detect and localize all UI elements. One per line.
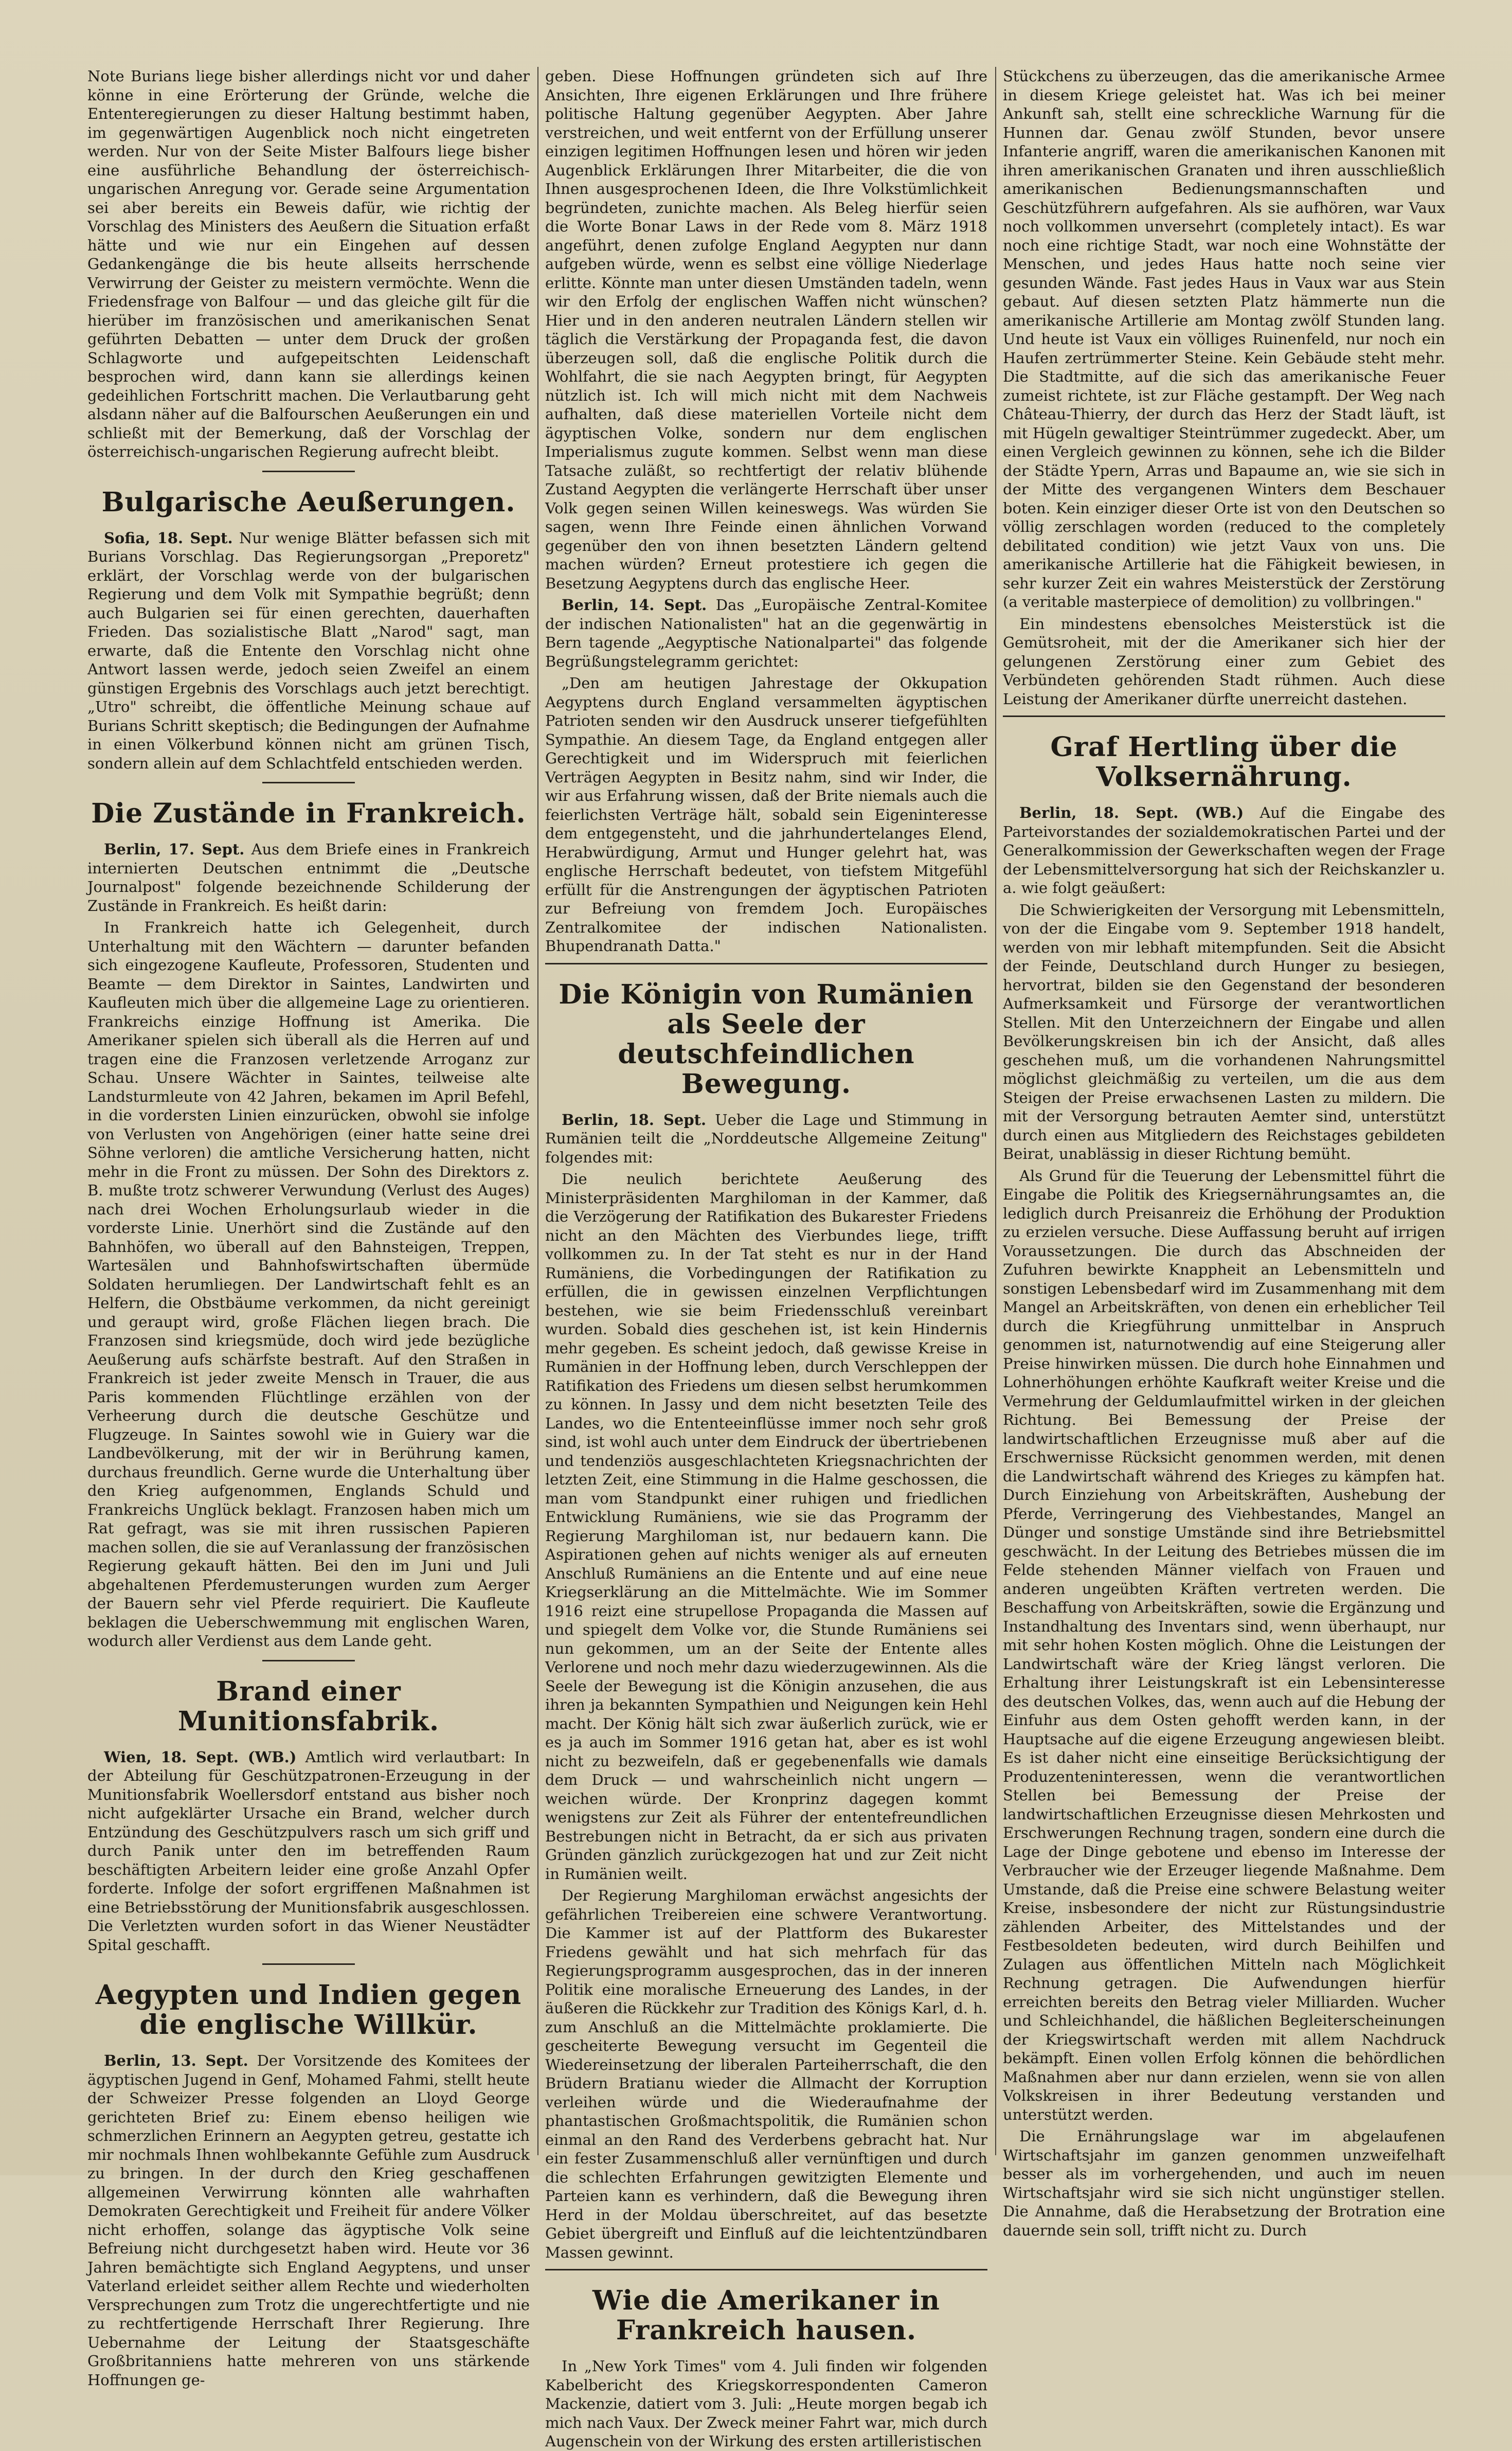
headline-france: Die Zustände in Frankreich. bbox=[91, 798, 526, 829]
article-separator bbox=[262, 782, 355, 783]
headline-hertling: Graf Hertling über die Volksernährung. bbox=[1050, 731, 1398, 793]
article-separator bbox=[262, 1660, 355, 1661]
article-text: Ueber die Lage und Stimmung in Rumänien teilt die „Norddeutsche Allgemeine Zeitung" folgendes mit: bbox=[545, 1111, 987, 1166]
article-paragraph: „Den am heutigen Jahrestage der Okkupation Aegyptens durch England versammelten ägyptischen Patrioten senden wir den Ausdruck unserer tiefgefühlten Sympathie. An diesem Tage, da England entgegen aller Gerechtigkeit und im Widerspruch mit feierlichen Verträgen Aegypten in Besitz nahm, sind wir Inder, die wir aus Erfahrung wissen, daß der Brite niemals auch die feierlichsten Verträge hält, sobald sein Eigeninteresse dem entgegensteht, und die jahrhundertelanges Elend, Herabwürdigung, Armut und Hunger gelehrt hat, was englische Herrschaft bedeutet, von tiefstem Mitgefühl erfüllt für die Anstrengungen der ägyptischen Patrioten zur Befreiung von fremdem Joch. Europäisches Zentralkomitee der indischen Nationalisten. Bhupendranath Datta." bbox=[545, 674, 987, 955]
article-paragraph bbox=[1003, 803, 1445, 898]
column-2 bbox=[545, 67, 987, 2450]
article-paragraph: In „New York Times" vom 4. Juli finden wir folgenden Kabelbericht des Kriegskorrespondenten Cameron Mackenzie, datiert vom 3. Juli: „Heute morgen begab ich mich nach Vaux. Der Zweck meiner Fahrt war, mich durch Augenschein von der Wirkung des ersten artilleristischen bbox=[545, 2357, 987, 2450]
dateline: Berlin, 14. Sept. bbox=[562, 596, 707, 614]
headline-americans: Wie die Amerikaner in Frankreich hausen. bbox=[592, 2285, 940, 2346]
article-separator bbox=[545, 2269, 987, 2270]
article-separator bbox=[262, 1963, 355, 1965]
article-paragraph bbox=[545, 1111, 987, 1167]
dateline: Berlin, 18. Sept. (WB.) bbox=[1019, 804, 1244, 821]
article-paragraph: Der Regierung Marghiloman erwächst angesichts der gefährlichen Treibereien eine schwere Verantwortung. Die Kammer ist auf der Plattform des Bukarester Friedens gewählt und hat sich mehrfach für das Regierungsprogramm ausgesprochen, das in der inneren Politik eine moralische Erneuerung des Landes, in der äußeren die Rückkehr zur Tradition des Königs Karl, d. h. zum Anschluß an die Mittelmächte proklamierte. Die gescheiterte Bewegung versucht im Gegenteil die Wiedereinsetzung der liberalen Parteiherrschaft, die den Brüdern Bratianu wieder die Allmacht der Korruption verleihen würde und die Wiederaufnahme der phantastischen Großmachtspolitik, die Rumänien schon einmal an den Rand des Verderbens gebracht hat. Nur ein fester Zusammenschluß aller vernünftigen und durch die schlechten Erfahrungen gewitzigten Elemente und Parteien kann es verhindern, daß die Bewegung ihren Herd in der Moldau überschreitet, auf das besetzte Gebiet übergreift und Einfluß auf die leichtentzündbaren Massen gewinnt. bbox=[545, 1887, 987, 2261]
article-paragraph: Die neulich berichtete Aeußerung des Ministerpräsidenten Marghiloman in der Kammer, daß die Verzögerung der Ratifikation des Bukarester Friedens nicht an den Mächten des Vierbundes liege, trifft vollkommen zu. In der Tat steht es nur in der Hand Rumäniens, die Vorbedingungen der Ratifikation zu erfüllen, die in gewissen einzelnen Verpflichtungen bestehen, wie sie beim Friedensschluß vereinbart wurden. Sobald dies geschehen ist, ist kein Hindernis mehr gegeben. Es scheint jedoch, daß gewisse Kreise in Rumänien in der Hoffnung leben, durch Verschleppen der Ratifikation des Friedens um diesen selbst herumkommen zu können. In Jassy und dem nicht besetzten Teile des Landes, wo die Ententeeinflüsse immer noch sehr groß sind, ist wohl auch unter dem Eindruck der übertriebenen und tendenziös ausgeschlachteten Kriegsnachrichten der letzten Zeit, eine Stimmung in die Halme geschossen, die man vom Standpunkt einer ruhigen und friedlichen Entwicklung Rumäniens, wie sie das Programm der Regierung Marghiloman ist, nur bedauern kann. Die Aspirationen gehen auf nichts weniger als auf erneuten Anschluß Rumäniens an die Entente und auf eine neue Kriegserklärung an die Mittelmächte. Wie im Sommer 1916 reizt eine strupellose Propaganda die Massen auf und spiegelt dem Volke vor, die Stunde Rumäniens sei nun gekommen, um an der Seite der Entente alles Verlorene und noch mehr dazu wiederzugewinnen. Als die Seele der Bewegung ist die Königin anzusehen, die aus ihren ja bekannten Sympathien und Neigungen kein Hehl macht. Der König hält sich zwar äußerlich zurück, wie er es ja auch im Sommer 1916 getan hat, aber es ist wohl nicht zu bezweifeln, daß er gegebenenfalls wie damals dem Druck — und wahrscheinlich nicht ungern — weichen würde. Der Kronprinz dagegen kommt wenigstens zur Zeit als Führer der ententefreundlichen Bestrebungen nicht in Betracht, da er sich aus privaten Gründen gänzlich zurückgezogen hat und zur Zeit nicht in Rumänien weilt. bbox=[545, 1170, 987, 1883]
article-paragraph bbox=[87, 840, 530, 915]
headline-bulgarian: Bulgarische Aeußerungen. bbox=[101, 486, 516, 518]
column-1 bbox=[87, 67, 530, 2389]
article-text: Aus dem Briefe eines in Frankreich internierten Deutschen entnimmt die „Deutsche Journalpost" folgende bezeichnende Schilderung der Zustände in Frankreich. Es heißt darin: bbox=[87, 840, 530, 915]
dateline: Berlin, 13. Sept. bbox=[104, 2052, 248, 2069]
article-paragraph: Als Grund für die Teuerung der Lebensmittel führt die Eingabe die Politik des Kriegsernährungsamtes an, die lediglich durch Preisanreiz die Erhöhung der Produktion zu erzielen versuche. Diese Auffassung beruht auf irrigen Voraussetzungen. Die durch das Abschneiden der Zufuhren bewirkte Knappheit an Lebensmitteln und sonstigen Lebensbedarf wird im Zusammenhang mit dem Mangel an Arbeitskräften, von denen ein erheblicher Teil durch die Kriegführung unmittelbar in Anspruch genommen ist, naturnotwendig auf eine Steigerung aller Preise hinwirken müssen. Die durch hohe Einnahmen und Lohnerhöhungen erhöhte Kaufkraft weiter Kreise und die Vermehrung der Geldumlaufmittel wirken in der gleichen Richtung. Bei Bemessung der Preise der landwirtschaftlichen Erzeugnisse muß aber auf die Erschwernisse Rücksicht genommen werden, mit denen die Landwirtschaft während des Krieges zu kämpfen hat. Durch Einziehung von Arbeitskräften, Aushebung der Pferde, Verringerung des Viehbestandes, Mangel an Dünger und sonstige Umstände sind ihre Betriebsmittel geschwächt. In der Leitung des Betriebes müssen die im Felde stehenden Männer vielfach von Frauen und anderen ungeübten Kräften vertreten werden. Die Beschaffung von Arbeitskräften, sowie die Ergänzung und Instandhaltung des Inventars sind, wenn überhaupt, nur mit sehr hohen Kosten möglich. Ohne die Leistungen der Landwirtschaft wäre der Krieg längst verloren. Die Erhaltung ihrer Leistungskraft ist ein Lebensinteresse des deutschen Volkes, das, wenn auch auf die Hebung der Einfuhr aus dem Osten gehofft werden kann, in der Hauptsache auf die eigene Erzeugung angewiesen bleibt. Es ist daher nicht eine einseitige Berücksichtigung der Produzenteninteressen, wenn die verantwortlichen Stellen bei Bemessung der Preise der landwirtschaftlichen Erzeugnisse diesen Mehrkosten und Erschwerungen Rechnung tragen, sondern eine durch die Lage der Dinge gebotene und ebenso im Interesse der Verbraucher wie der Erzeuger liegende Maßnahme. Dem Umstande, daß die Preise eine schwere Belastung weiter Kreise, insbesondere der nicht zur Rüstungsindustrie zählenden Arbeiter, des Mittelstandes und der Festbesoldeten bedeuten, wird durch Beihilfen und Zulagen aus öffentlichen Mitteln nach Möglichkeit Rechnung getragen. Die Aufwendungen hierfür erreichten bereits den Betrag vieler Milliarden. Wucher und Schleichhandel, die häßlichen Begleiterscheinungen der Kriegswirtschaft werden mit allem Nachdruck bekämpft. Einen vollen Erfolg können die behördlichen Maßnahmen aber nur dann erzielen, wenn sie von allen Volkskreisen in ihrer Bedeutung verstanden und unterstützt werden. bbox=[1003, 1167, 1445, 2123]
article-continuation: Note Burians liege bisher allerdings nicht vor und daher könne in eine Erörterung der Gründe, welche die Ententeregierungen zu dieser Haltung bestimmt haben, im gegenwärtigen Augenblick noch nicht eingetreten werden. Nur von der Seite Mister Balfours liege bisher eine ausführliche Behandlung der österreichisch-ungarischen Anregung vor. Gerade seine Argumentation sei aber bereits ein Beweis dafür, wie richtig der Vorschlag des Ministers des Aeußern die Situation erfaßt hätte und wie nur ein Eingehen auf dessen Gedankengänge die bis heute allseits herrschende Verwirrung der Geister zu meistern vermöchte. Wenn die Friedensfrage von Balfour — und das gleiche gilt für die hierüber im französischen und amerikanischen Senat geführten Debatten — unter dem Druck der großen Schlagworte und aufgepeitschten Leidenschaft besprochen wird, dann kann sie allerdings keinen gedeihlichen Fortschritt machen. Die Verlautbarung geht alsdann näher auf die Balfourschen Aeußerungen ein und schließt mit der Bemerkung, daß der Vorschlag der österreichisch-ungarischen Regierung aufrecht bleibt. bbox=[87, 67, 530, 460]
column-rule bbox=[537, 67, 538, 2155]
headline-egypt-india: Aegypten und Indien gegen die englische Willkür. bbox=[95, 1979, 522, 2041]
article-separator bbox=[545, 963, 987, 964]
dateline: Wien, 18. Sept. (WB.) bbox=[104, 1748, 297, 1766]
headline-munitions: Brand einer Munitionsfabrik. bbox=[177, 1675, 440, 1737]
article-text: Nur wenige Blätter befassen sich mit Burians Vorschlag. Das Regierungsorgan „Preporetz" erklärt, der Vorschlag werde von der bulgarischen Regierung und dem Volk mit Sympathie begrüßt; denn auch Bulgarien sei für einen gerechten, dauerhaften Frieden. Das sozialistische Blatt „Narod" sagt, man erwarte, daß die Entente den Vorschlag nicht ohne Antwort lassen werde, jedoch seien Zweifel an einem günstigen Ergebnis des Vorschlags auch jetzt berechtigt. „Utro" schreibt, die öffentliche Meinung schaue auf Burians Schritt skeptisch; die Bedingungen der Aufnahme in einen Völkerbund können nicht am grünen Tisch, sondern allein auf dem Schlachtfeld entschieden werden. bbox=[87, 529, 530, 772]
article-paragraph bbox=[87, 2051, 530, 2389]
article-text: Der Vorsitzende des Komitees der ägyptischen Jugend in Genf, Mohamed Fahmi, stellt heute der Schweizer Presse folgenden an Lloyd George gerichteten Brief zu: Einem ebenso heiligen wie schmerzlichen Erinnern an Aegypten getreu, gestatte ich mir nochmals Ihnen wohlbekannte Gefühle zum Ausdruck zu bringen. In der durch den Krieg geschaffenen allgemeinen Verwirrung könnten alle wahrhaften Demokraten Gerechtigkeit und Freiheit für andere Völker nicht erhoffen, solange das ägyptische Volk seine Befreiung nicht durchgesetzt haben wird. Heute vor 36 Jahren bemächtigte sich England Aegyptens, und unser Vaterland erleidet seither allem Rechte und wiederholten Versprechungen zum Trotz die ungerechtfertigte und nie zu rechtfertigende Herrschaft Ihrer Regierung. Ihre Uebernahme der Leitung der Staatsgeschäfte Großbritanniens hatte mehreren von uns stärkende Hoffnungen ge- bbox=[87, 2052, 530, 2389]
article-paragraph: Die Ernährungslage war im abgelaufenen Wirtschaftsjahr im ganzen genommen unzweifelhaft besser als im vorhergehenden, und auch im neuen Wirtschaftsjahr wird sie sich nicht ungünstiger stellen. Die Annahme, daß die Herabsetzung der Brotration eine dauernde sein soll, trifft nicht zu. Durch bbox=[1003, 2127, 1445, 2239]
article-paragraph: In Frankreich hatte ich Gelegenheit, durch Unterhaltung mit den Wächtern — darunter befanden sich eingezogene Kaufleute, Professoren, Studenten und Beamte — dem Direktor in Saintes, Landwirten und Kaufleuten mich über die allgemeine Lage zu orientieren. Frankreichs einzige Hoffnung ist Amerika. Die Amerikaner spielen sich überall als die Herren auf und tragen eine die Franzosen verletzende Arroganz zur Schau. Unsere Wächter in Saintes, teilweise alte Landsturmleute von 42 Jahren, bekamen im April Befehl, in die vordersten Linien einzurücken, obwohl sie infolge von Verlusten von Angehörigen (einer hatte seine drei Söhne verloren) die amtliche Versicherung hatten, nicht mehr in die Front zu müssen. Der Sohn des Direktors z. B. mußte trotz schwerer Verwundung (Verlust des Auges) nach drei Wochen Erholungsurlaub wieder in die vorderste Linie. Unerhört sind die Zustände auf den Bahnhöfen, wo überall auf den Bahnsteigen, Treppen, Wartesälen und Bahnhofswirtschaften übermüde Soldaten herumliegen. Der Landwirtschaft fehlt es an Helfern, die Obstbäume verkommen, da nicht gereinigt und geraupt wird, große Flächen liegen brach. Die Franzosen sind kriegsmüde, doch wird jede bezügliche Aeußerung aufs schärfste bestraft. Auf den Straßen in Frankreich ist jeder zweite Mensch in Trauer, die aus Paris kommenden Flüchtlinge erzählen von der Verheerung durch die deutsche Geschütze und Flugzeuge. In Saintes sowohl wie in Guiery war die Landbevölkerung, mit der wir in Berührung kamen, durchaus freundlich. Gerne wurde die Unterhaltung über den Krieg aufgenommen, Englands Schuld und Frankreichs Unglück beklagt. Franzosen haben mich um Rat gefragt, was sie mit ihren russischen Papieren machen sollen, die sie auf Veranlassung der französischen Regierung gekauft hätten. Bei den im Juni und Juli abgehaltenen Pferdemusterungen wurden zum Aerger der Bauern sehr viel Pferde requiriert. Die Kaufleute beklagen die Ueberschwemmung mit englischen Waren, wodurch aller Verdienst aus dem Lande geht. bbox=[87, 919, 530, 1650]
dateline: Sofia, 18. Sept. bbox=[104, 529, 233, 547]
article-continuation: Stückchens zu überzeugen, das die amerikanische Armee in diesem Kriege geleistet hat. Was ich bei meiner Ankunft sah, stellt eine schreckliche Warnung für die Hunnen dar. Genau zwölf Stunden, bevor unsere Infanterie angriff, waren die amerikanischen Kanonen mit ihren amerikanischen Granaten und ihren ausschließlich amerikanischen Bedienungsmannschaften und Geschützführern aufgefahren. Als sie aufhören, war Vaux noch vollkommen unversehrt (completely intact). Es war noch eine richtige Stadt, war noch eine Wohnstätte der Menschen, und jedes Haus hatte noch seine vier gesunden Wände. Fast jedes Haus in Vaux war aus Stein gebaut. Auf diesen setzten Platz hämmerte nun die amerikanische Artillerie am Montag zwölf Stunden lang. Und heute ist Vaux ein völliges Ruinenfeld, nur noch ein Haufen zertrümmerter Steine. Kein Gebäude steht mehr. Die Stadtmitte, auf die sich das amerikanische Feuer zumeist richtete, ist zur Fläche gestampft. Der Weg nach Château-Thierry, der durch das Herz der Stadt läuft, ist mit Hügeln gewaltiger Steintrümmer zugedeckt. Aber, um einen Vergleich gewinnen zu können, sehe ich die Bilder der Städte Ypern, Arras und Bapaume an, wie sie sich in der Mitte des vergangenen Winters dem Beschauer boten. Kein einziger dieser Orte ist von den Deutschen so völlig zerschlagen worden (reduced to the completely debilitated condition) wie jetzt Vaux von uns. Die amerikanische Artillerie hat die Fähigkeit bewiesen, in sehr kurzer Zeit ein wahres Meisterstück der Zerstörung (a veritable masterpiece of demolition) zu vollbringen." bbox=[1003, 67, 1445, 611]
dateline: Berlin, 18. Sept. bbox=[562, 1111, 707, 1129]
article-text: Das „Europäische Zentral-Komitee der indischen Nationalisten" hat an die gegenwärtig in Bern tagende „Aegyptische Nationalpartei" das folgende Begrüßungstelegramm gerichtet: bbox=[545, 596, 987, 670]
article-separator bbox=[1003, 715, 1445, 717]
article-text: Amtlich wird verlautbart: In der Abteilung für Geschützpatronen-Erzeugung in der Munitionsfabrik Woellersdorf entstand aus bisher noch nicht aufgeklärter Ursache ein Brand, welcher durch Entzündung des Geschützpulvers rasch um sich griff und durch Panik unter den im betreffenden Raum beschäftigten Arbeitern leider eine große Anzahl Opfer forderte. Infolge der sofort ergriffenen Maßnahmen ist eine Betriebsstörung der Munitionsfabrik ausgeschlossen. Die Verletzten wurden sofort in das Wiener Neustädter Spital geschafft. bbox=[87, 1748, 530, 1954]
dateline: Berlin, 17. Sept. bbox=[104, 840, 245, 858]
article-paragraph bbox=[545, 596, 987, 671]
article-separator bbox=[262, 471, 355, 472]
column-rule bbox=[995, 67, 996, 2155]
article-continuation: geben. Diese Hoffnungen gründeten sich auf Ihre Ansichten, Ihre eigenen Erklärungen und Ihre frühere politische Haltung gegenüber Aegypten. Aber Jahre verstreichen, und weit entfernt von der Erfüllung unserer einzigen legitimen Hoffnungen lesen und hören wir jeden Augenblick Erklärungen Ihrer Mitarbeiter, die die von Ihnen ausgesprochenen Ideen, die Ihre Volkstümlichkeit begründeten, zunichte machen. Als Beleg hierfür seien die Worte Bonar Laws in der Rede vom 8. März 1918 angeführt, denen zufolge England Aegypten nur dann aufgeben würde, wenn es selbst eine völlige Niederlage erlitte. Könnte man unter diesen Umständen tadeln, wenn wir den Erfolg der englischen Waffen nicht wünschen? Hier und in den anderen neutralen Ländern stellen wir täglich die Verstärkung der Propaganda fest, die davon überzeugen soll, daß die englische Politik durch die Wohlfahrt, die sie nach Aegypten bringt, für Aegypten nützlich ist. Ich will mich nicht mit dem Nachweis aufhalten, daß diese materiellen Vorteile nicht dem ägyptischen Volke, sondern nur dem englischen Imperialismus zugute kommen. Selbst wenn man diese Tatsache zuläßt, so rechtfertigt der relativ blühende Zustand Aegypten die verlängerte Herrschaft über unser Volk gegen seinen Willen keineswegs. Was würden Sie sagen, wenn Ihre Feinde einen ähnlichen Vorwand gegenüber den von ihnen besetzten Ländern geltend machen würden? Erneut protestiere ich gegen die Besetzung Aegyptens durch das englische Heer. bbox=[545, 67, 987, 592]
article-text: Auf die Eingabe des Parteivorstandes der sozialdemokratischen Partei und der Generalkommission der Gewerkschaften wegen der Frage der Lebensmittelversorgung hat sich der Reichskanzler u. a. wie folgt geäußert: bbox=[1003, 804, 1446, 897]
column-3 bbox=[1003, 67, 1446, 2239]
headline-romania: Die Königin von Rumänien als Seele der deutschfeindlichen Bewegung. bbox=[559, 978, 974, 1100]
article-paragraph: Die Schwierigkeiten der Versorgung mit Lebensmitteln, von der die Eingabe vom 9. September 1918 handelt, werden von mir lebhaft mitempfunden. Seit die Absicht der Feinde, Deutschland durch Hunger zu besiegen, hervortrat, bilden sie den Gegenstand der besonderen Aufmerksamkeit und Fürsorge der verantwortlichen Stellen. Mit den Unterzeichnern der Eingabe und allen Bevölkerungskreisen bin ich der Ansicht, daß alles geschehen muß, um die vorhandenen Nahrungsmittel möglichst gleichmäßig zu verteilen, um die aus dem Steigen der Preise erwachsenen Lasten zu mildern. Die mit der Versorgung betrauten Aemter sind, unterstützt durch einen aus Mitgliedern des Reichstages gebildeten Beirat, unablässig in dieser Richtung bemüht. bbox=[1003, 901, 1445, 1162]
article-paragraph bbox=[87, 1748, 530, 1955]
article-paragraph: Ein mindestens ebensolches Meisterstück ist die Gemütsroheit, mit der die Amerikaner sich hier der gelungenen Zerstörung einer zum Gebiet des Verbündeten gehörenden Stadt rühmen. Auch diese Leistung der Amerikaner dürfte unerreicht dastehen. bbox=[1003, 615, 1445, 708]
article-paragraph bbox=[87, 529, 530, 773]
